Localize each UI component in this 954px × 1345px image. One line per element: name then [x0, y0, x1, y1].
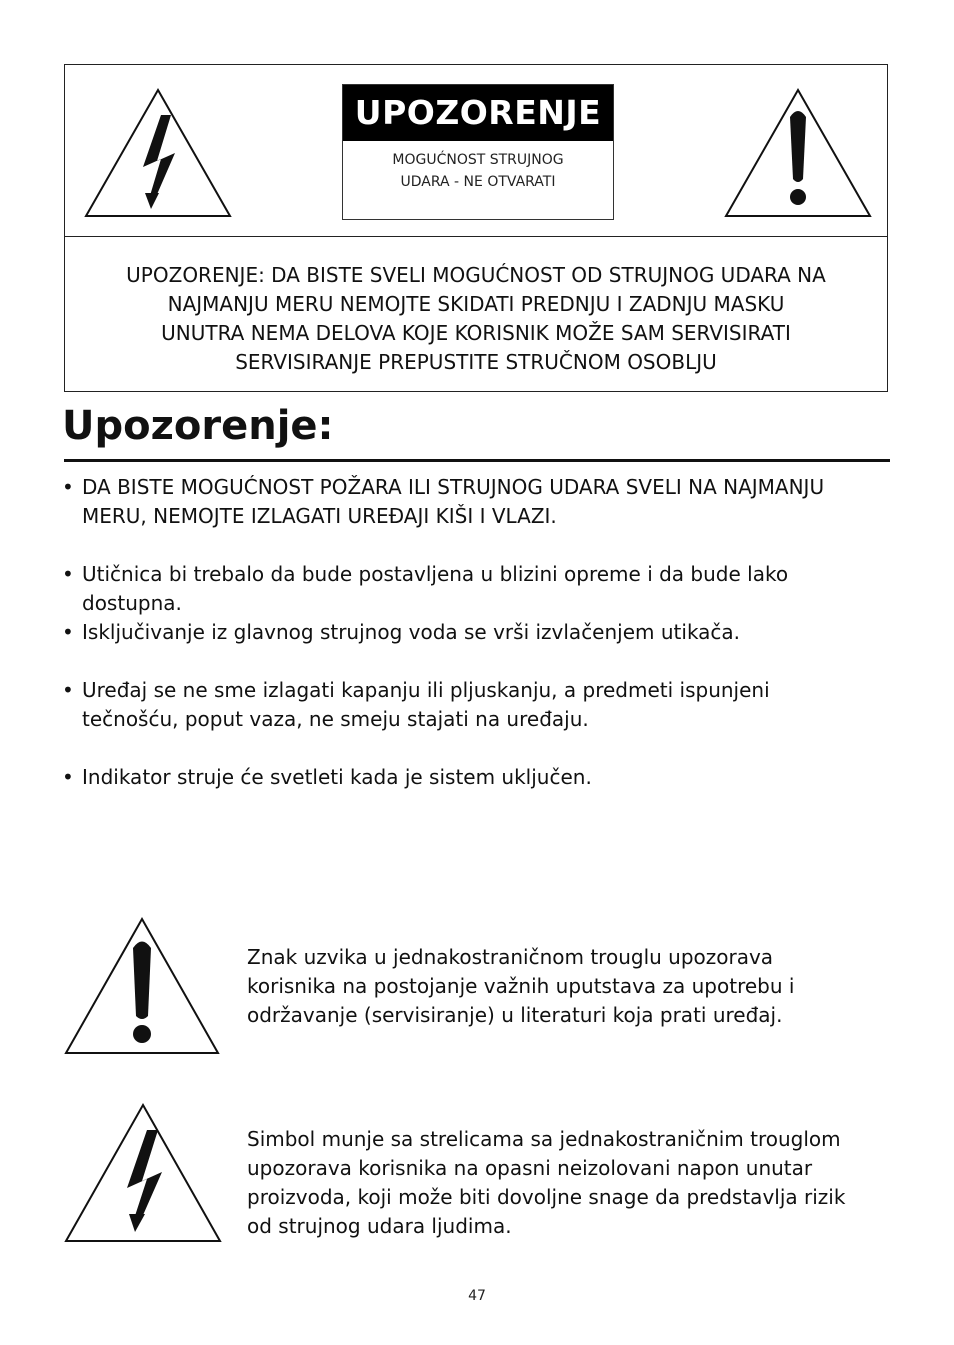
warning-label-subtitle: MOGUĆNOST STRUJNOG UDARA - NE OTVARATI: [392, 152, 564, 190]
bullet-item: [62, 560, 862, 618]
bullet-marker: •: [62, 765, 74, 789]
bullet-marker: •: [62, 475, 74, 499]
warning-label: [342, 84, 614, 220]
bullet-marker: •: [62, 620, 74, 644]
lightning-symbol-description: [247, 1125, 907, 1241]
description-line: održavanje (servisiranje) u literaturi koja prati uređaj.: [247, 1003, 783, 1027]
page-number: 47: [468, 1288, 486, 1304]
warning-text-line: UPOZORENJE: DA BISTE SVELI MOGUĆNOST OD STRUJNOG UDARA NA: [126, 263, 826, 287]
description-line: od strujnog udara ljudima.: [247, 1214, 512, 1238]
bullet-item: [62, 763, 862, 792]
warning-box: [64, 64, 888, 392]
title-rule: [64, 459, 890, 462]
description-line: korisnika na postojanje važnih uputstava za upotrebu i: [247, 974, 795, 998]
bullet-item: [62, 473, 862, 531]
exclamation-symbol-description: [247, 943, 907, 1030]
bullet-text: Isključivanje iz glavnog strujnog voda se vrši izvlačenjem utikača.: [82, 620, 741, 644]
lightning-warning-icon: [63, 1102, 223, 1244]
warning-text-line: SERVISIRANJE PREPUSTITE STRUČNOM OSOBLJU: [235, 350, 717, 374]
bullet-text: Utičnica bi trebalo da bude postavljena u blizini opreme i da bude lako dostupna.: [82, 562, 789, 615]
description-line: Znak uzvika u jednakostraničnom trouglu upozorava: [247, 945, 774, 969]
bullet-item: [62, 618, 862, 647]
description-line: Simbol munje sa strelicama sa jednakostraničnim trouglom: [247, 1127, 841, 1151]
warning-label-title: UPOZORENJE: [343, 85, 613, 141]
bullet-text: DA BISTE MOGUĆNOST POŽARA ILI STRUJNOG UDARA SVELI NA NAJMANJU MERU, NEMOJTE IZLAGATI UREĐAJI KIŠI I VLAZI.: [82, 475, 825, 528]
exclamation-warning-icon: [723, 87, 873, 219]
warning-text-line: UNUTRA NEMA DELOVA KOJE KORISNIK MOŽE SAM SERVISIRATI: [161, 321, 791, 345]
bullet-list: [62, 473, 862, 792]
warning-divider: [65, 236, 887, 237]
bullet-marker: •: [62, 562, 74, 586]
description-line: upozorava korisnika na opasni neizolovani napon unutar: [247, 1156, 813, 1180]
bullet-item: [62, 676, 862, 734]
bullet-text: Uređaj se ne sme izlagati kapanju ili pljuskanju, a predmeti ispunjeni tečnošću, poput vaza, ne smeju stajati na uređaju.: [82, 678, 770, 731]
warning-text: [65, 261, 887, 377]
warning-text-line: NAJMANJU MERU NEMOJTE SKIDATI PREDNJU I ZADNJU MASKU: [167, 292, 785, 316]
exclamation-warning-icon: [63, 916, 221, 1056]
bullet-text: Indikator struje će svetleti kada je sistem uključen.: [82, 765, 592, 789]
section-title: Upozorenje:: [62, 403, 334, 449]
bullet-marker: •: [62, 678, 74, 702]
description-line: proizvoda, koji može biti dovoljne snage da predstavlja rizik: [247, 1185, 846, 1209]
lightning-warning-icon: [83, 87, 233, 219]
